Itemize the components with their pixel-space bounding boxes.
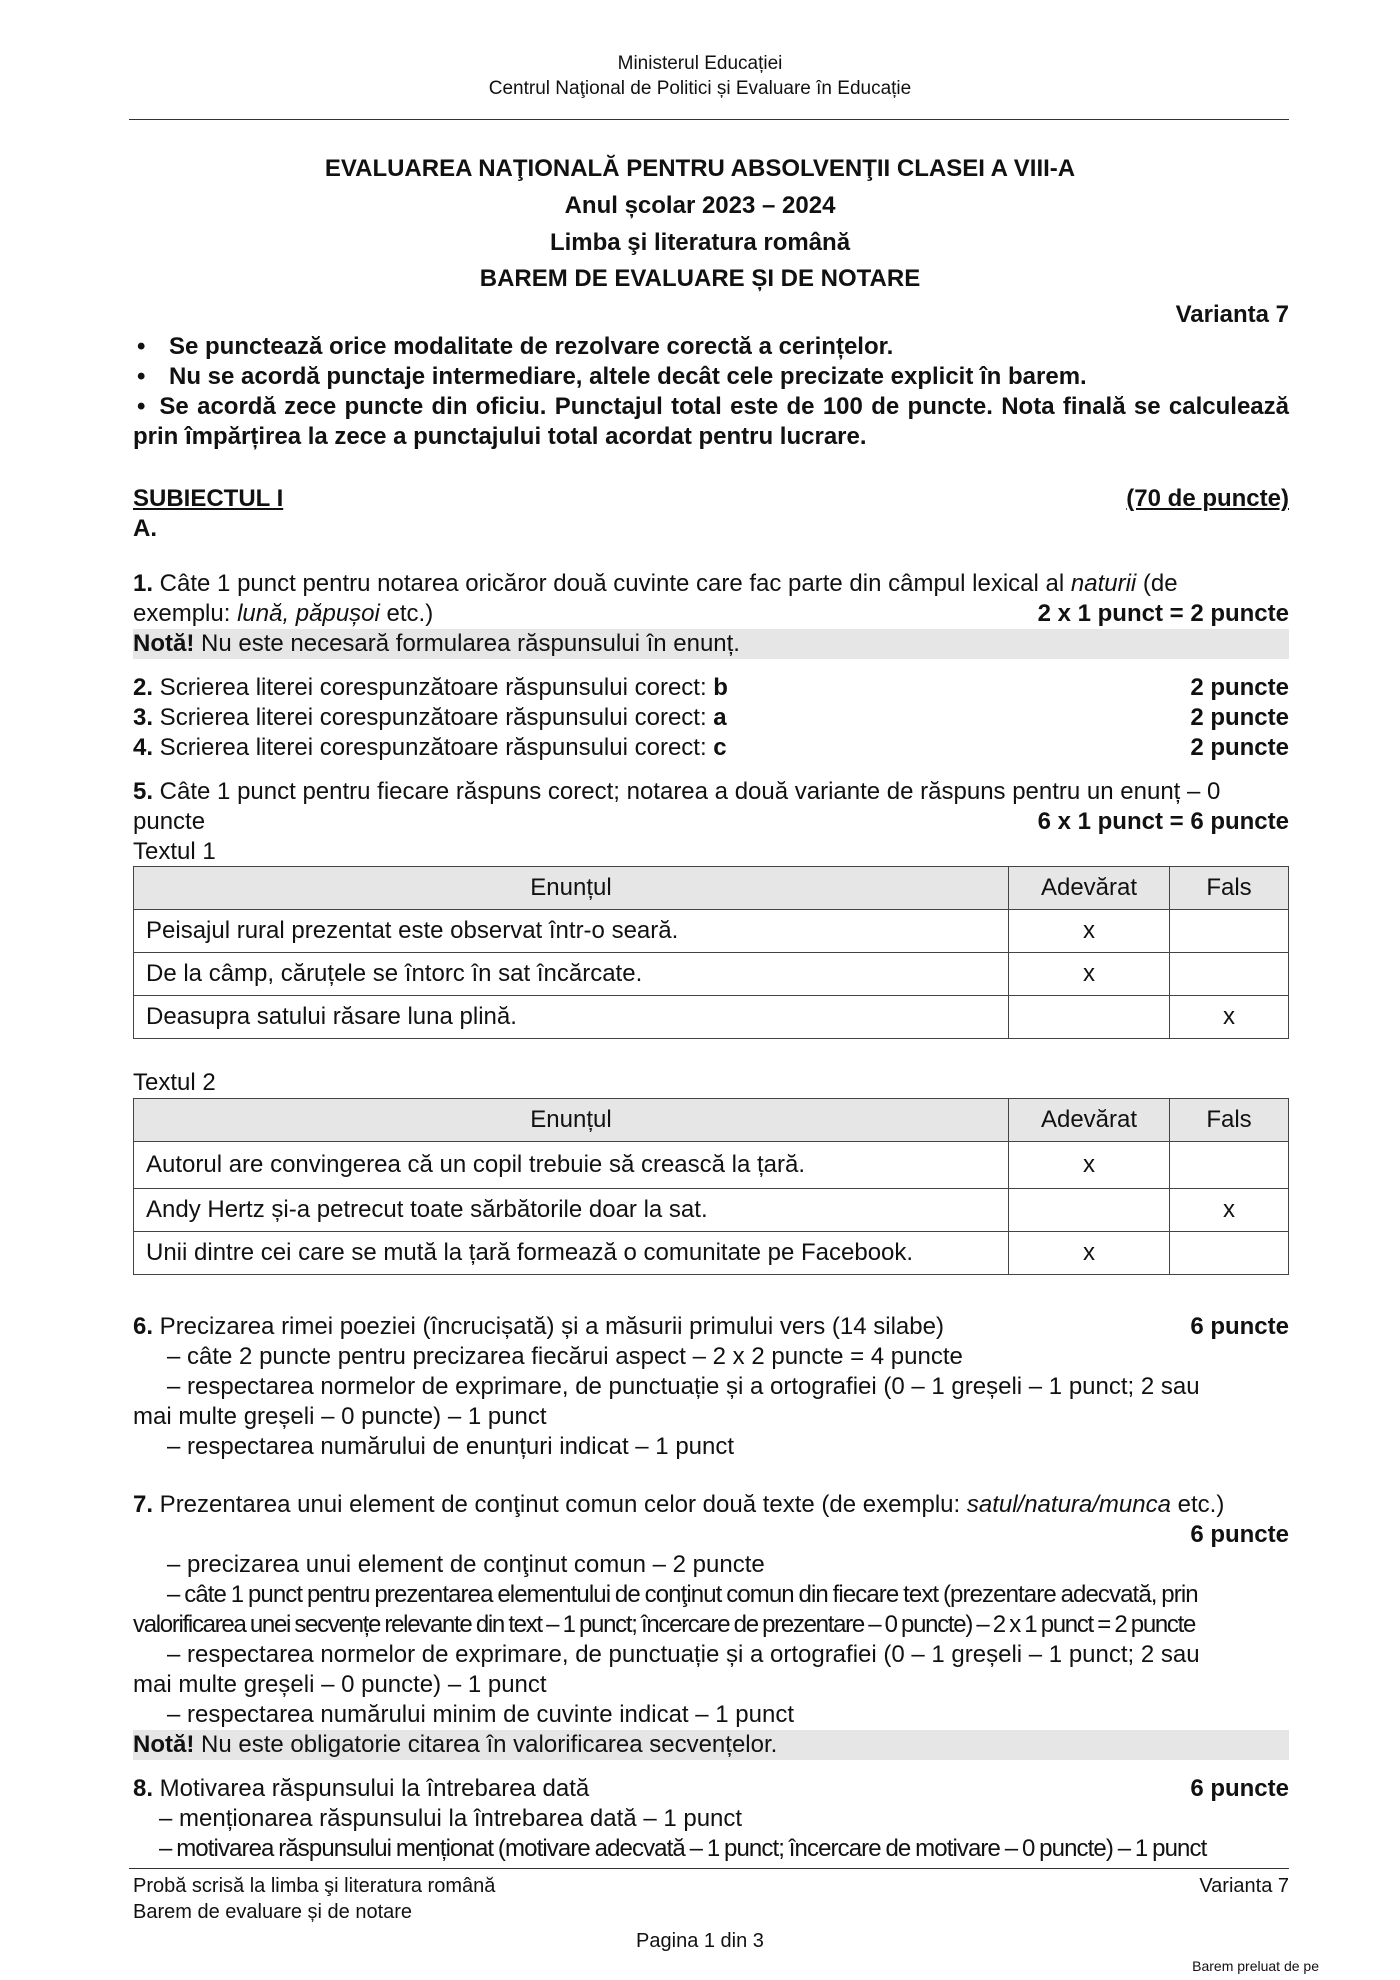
exam-title: EVALUAREA NAŢIONALĂ PENTRU ABSOLVENŢII CLASEI A VIII-A	[324, 155, 1076, 182]
table-header: Enunțul Adevărat Fals	[134, 1099, 1289, 1142]
table-row: Deasupra satului răsare luna plină. x	[134, 996, 1289, 1039]
score: 2 puncte	[1190, 734, 1289, 761]
table-row: De la câmp, căruțele se întorc în sat încărcate. x	[134, 953, 1289, 996]
score: 6 puncte	[1190, 1521, 1289, 1548]
part-label: A.	[133, 515, 157, 542]
note: Notă! Nu este necesară formularea răspunsului în enunț.	[133, 629, 1289, 659]
question-8: 8. Motivarea răspunsului la întrebarea dată 6 puncte – menționarea răspunsului la întrebarea dată – 1 punct – motivarea răspunsului menționat (motivare adecvată – 1 punct; încercare de motivare – 0 puncte) – 1 punct	[133, 1775, 1289, 1862]
question-4: 4. Scrierea literei corespunzătoare răspunsului corect: c 2 puncte	[133, 734, 1289, 761]
table-row: Peisajul rural prezentat este observat într-o seară. x	[134, 910, 1289, 953]
rule-item: • Se acordă zece puncte din oficiu. Punctajul total este de 100 de puncte. Nota finală se calculează prin împărțirea la zece a punctajului total acordat pentru lucrare.	[133, 393, 1289, 450]
table-row: Autorul are convingerea că un copil trebuie să crească la țară. x	[134, 1142, 1289, 1189]
school-year: Anul școlar 2023 – 2024	[564, 192, 836, 219]
question-5: 5. Câte 1 punct pentru fiecare răspuns corect; notarea a două variante de răspuns pentru un enunț – 0 puncte 6 x 1 punct = 6 puncte Textul 1	[133, 778, 1289, 865]
table-row: Andy Hertz și-a petrecut toate sărbătorile doar la sat. x	[134, 1189, 1289, 1232]
footer-variant: Varianta 7	[1199, 1875, 1289, 1897]
subject-name: Limba şi literatura română	[549, 229, 851, 256]
score: 6 x 1 punct = 6 puncte	[1037, 808, 1289, 835]
subject-points: (70 de puncte)	[1126, 485, 1289, 512]
rule-item: • Se punctează orice modalitate de rezolvare corectă a cerințelor.	[137, 333, 894, 360]
variant-label: Varianta 7	[1175, 301, 1289, 328]
question-number: 1.	[133, 570, 154, 597]
question-7: 7. Prezentarea unui element de conţinut comun celor două texte (de exemplu: satul/natura/munca etc.) 6 puncte – precizarea unui element de conţinut comun – 2 puncte – câte 1 punct pentru prezentarea elementului de conţinut comun din fiecare text (prezentare adecvată, prin valorificarea unei secvențe relevante din text – 1 punct; încercare de prezentare – 0 puncte) – 2 x 1 punct = 2 puncte – respectarea normelor de exprimare, de punctuație și a ortografiei (0 – 1 greșeli – 1 punct; 2 sau mai multe greșeli – 0 puncte) – 1 punct – respectarea numărului minim de cuvinte indicat – 1 punct Notă! Nu este obligatorie citarea în valorificarea secvențelor.	[133, 1491, 1289, 1758]
document-title: BAREM DE EVALUARE ȘI DE NOTARE	[479, 265, 921, 292]
subject-heading	[133, 484, 1289, 544]
score: 2 puncte	[1190, 704, 1289, 731]
footer-divider	[129, 1868, 1289, 1869]
subject-label: SUBIECTUL I	[133, 485, 284, 512]
text2-label: Textul 2	[133, 1069, 216, 1096]
note: Notă! Nu este obligatorie citarea în valorificarea secvențelor.	[133, 1730, 1289, 1760]
source-note: Barem preluat de pe	[1192, 1958, 1319, 1974]
score: 2 x 1 punct = 2 puncte	[1037, 600, 1289, 627]
page-number: Pagina 1 din 3	[636, 1930, 764, 1952]
table-row: Unii dintre cei care se mută la țară formează o comunitate pe Facebook. x	[134, 1232, 1289, 1275]
score: 6 puncte	[1190, 1313, 1289, 1340]
score: 6 puncte	[1190, 1775, 1289, 1802]
table-header: Enunțul Adevărat Fals	[134, 867, 1289, 910]
header-divider	[129, 119, 1289, 120]
question-2: 2. Scrierea literei corespunzătoare răspunsului corect: b 2 puncte	[133, 674, 1289, 701]
question-3: 3. Scrierea literei corespunzătoare răspunsului corect: a 2 puncte	[133, 704, 1289, 731]
center-name: Centrul Naţional de Politici și Evaluare în Educație	[488, 78, 912, 99]
text1-label: Textul 1	[133, 838, 216, 865]
question-1: 1. Câte 1 punct pentru notarea oricăror două cuvinte care fac parte din câmpul lexical al naturii (de exemplu: lună, păpușoi etc.) 2 x 1 punct = 2 puncte Notă! Nu este necesară formularea răspunsului în enunț.	[133, 570, 1289, 657]
footer-left: Probă scrisă la limba şi literatura română Barem de evaluare și de notare	[133, 1875, 496, 1923]
question-6: 6. Precizarea rimei poeziei (încrucișată) și a măsurii primului vers (14 silabe) 6 puncte – câte 2 puncte pentru precizarea fiecărui aspect – 2 x 2 puncte = 4 puncte – respectarea normelor de exprimare, de punctuație și a ortografiei (0 – 1 greșeli – 1 punct; 2 sau mai multe greșeli – 0 puncte) – 1 punct – respectarea numărului de enunțuri indicat – 1 punct	[133, 1313, 1289, 1460]
questions-2-4	[133, 673, 1289, 763]
score: 2 puncte	[1190, 674, 1289, 701]
text1-table	[133, 866, 1289, 1039]
general-rules	[133, 332, 1289, 452]
text2-table	[133, 1098, 1289, 1275]
rule-item: • Nu se acordă punctaje intermediare, altele decât cele precizate explicit în barem.	[137, 363, 1087, 390]
ministry-name: Ministerul Educației	[617, 53, 783, 74]
